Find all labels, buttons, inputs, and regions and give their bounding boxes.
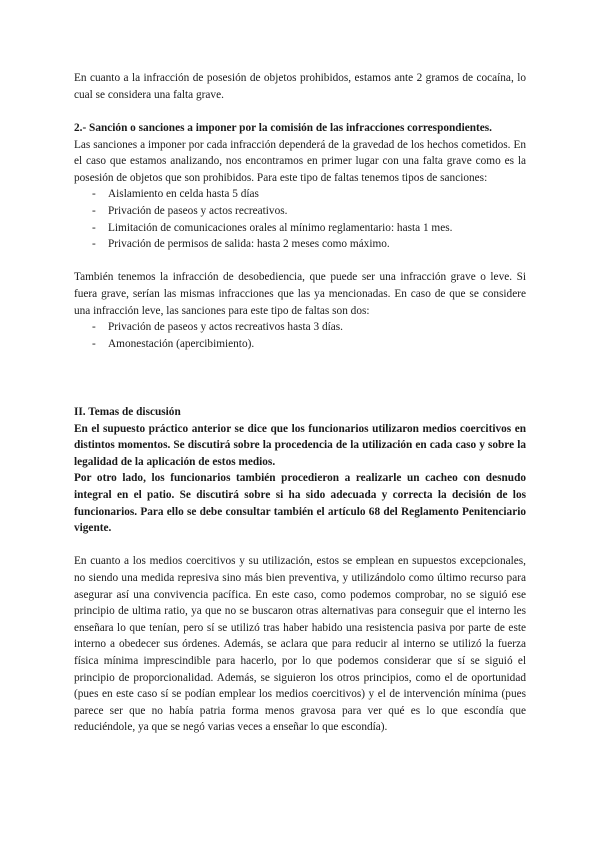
list-item: - Privación de permisos de salida: hasta 2 meses como máximo. <box>74 236 526 253</box>
intro-block <box>74 70 526 103</box>
list-item: - Amonestación (apercibimiento). <box>74 336 526 353</box>
section-heading-discussion: II. Temas de discusión <box>74 406 181 418</box>
discussion-question-1: En el supuesto práctico anterior se dice que los funcionarios utilizaron medios coercitivos en distintos momentos. Se discutirá sobre la procedencia de la utilización en cada caso y sobre la legalidad de la aplicación de estos medios. <box>74 422 526 468</box>
sanctions-list-leve <box>74 319 526 352</box>
discussion-answer-paragraph: En cuanto a los medios coercitivos y su utilización, estos se emplean en supuestos excepcionales, no siendo una medida represiva sino más bien preventiva, y utilizándolo como último recurso para asegurar así una convivencia pacífica. En este caso, como podemos comprobar, no se siguió ese principio de ultima ratio, ya que no se buscaron otras alternativas para conseguir que el interno les enseñara lo que tenían, pero sí se utilizó tras haber habido una resistencia pasiva por parte de este interno a obedecer sus órdenes. Además, se aclara que para reducir al interno se utilizó la fuerza física mínima imprescindible para hacerlo, por lo que podemos considerar que sí se siguió el principio de proporcionalidad. Además, se siguieron los otros principios, como el de oportunidad (pues en este caso sí se podían emplear los medios coercitivos) y el de intervención mínima (pues parece ser que no había patria forma menos gravosa para ver qué es lo que escondía que reduciéndole, ya que se negó varias veces a enseñar lo que escondía). <box>74 555 526 734</box>
sanctions-list-grave <box>74 186 526 252</box>
list-item: - Privación de paseos y actos recreativos hasta 3 días. <box>74 319 526 336</box>
sanctions-paragraph-2: También tenemos la infracción de desobediencia, que puede ser una infracción grave o leve. Si fuera grave, serían las mismas infracciones que las ya mencionadas. En caso de que se considere una infracción leve, las sanciones para este tipo de faltas son dos: <box>74 271 526 317</box>
section-sanctions <box>74 120 526 352</box>
list-item: - Privación de paseos y actos recreativos. <box>74 203 526 220</box>
list-item: - Limitación de comunicaciones orales al mínimo reglamentario: hasta 1 mes. <box>74 220 526 237</box>
list-item: - Aislamiento en celda hasta 5 días <box>74 186 526 203</box>
intro-paragraph: En cuanto a la infracción de posesión de objetos prohibidos, estamos ante 2 gramos de cocaína, lo cual se considera una falta grave. <box>74 72 526 101</box>
section-heading-sanctions: 2.- Sanción o sanciones a imponer por la comisión de las infracciones correspondientes. <box>74 122 492 134</box>
section-discussion <box>74 404 526 736</box>
sanctions-paragraph-1: Las sanciones a imponer por cada infracción dependerá de la gravedad de los hechos cometidos. En el caso que estamos analizando, nos encontramos en primer lugar con una falta grave como es la posesión de objetos que son prohibidos. Para este tipo de faltas tenemos tipos de sanciones: <box>74 138 526 184</box>
discussion-question-2: Por otro lado, los funcionarios también procedieron a realizarle un cacheo con desnudo integral en el patio. Se discutirá sobre si ha sido adecuada y correcta la decisión de los funcionarios. Para ello se debe consultar también el artículo 68 del Reglamento Penitenciario vigente. <box>74 472 526 535</box>
